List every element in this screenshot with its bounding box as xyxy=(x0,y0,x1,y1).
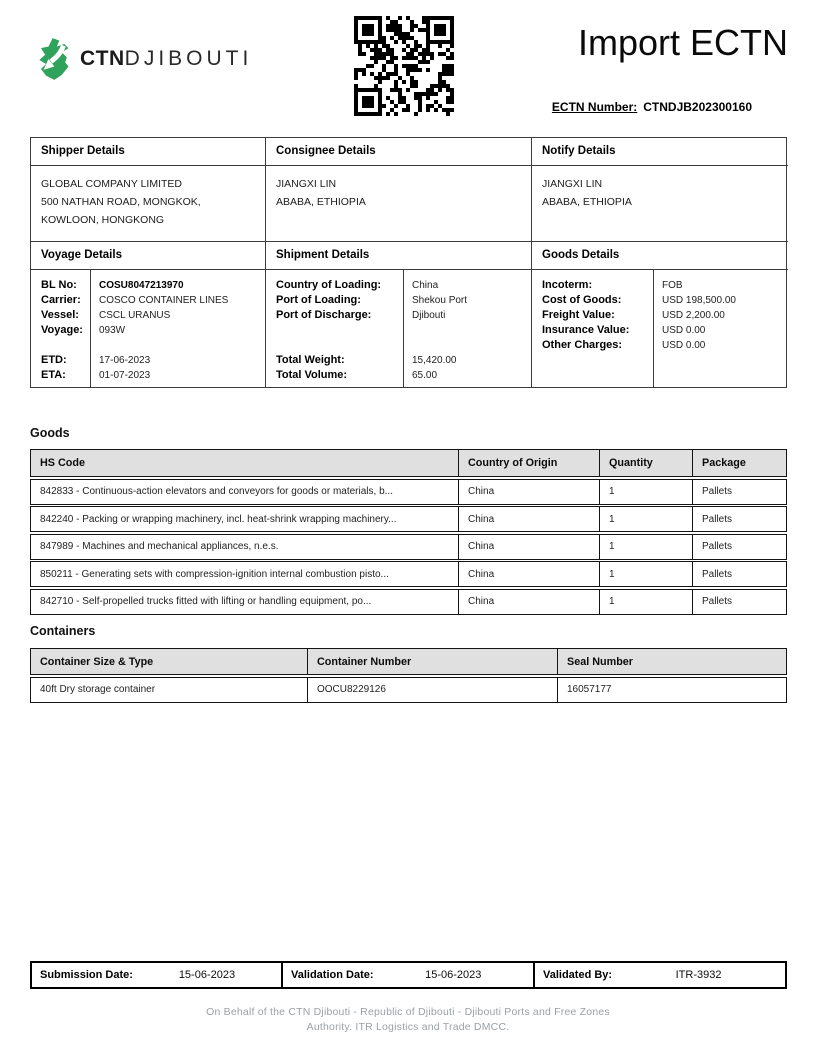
validation-date-cell xyxy=(283,963,535,987)
field-label: Incoterm: xyxy=(542,279,593,291)
footer-note xyxy=(0,1005,816,1035)
validated-by-value: ITR-3932 xyxy=(675,969,722,981)
details-table xyxy=(30,137,787,388)
field-value: Djibouti xyxy=(412,310,446,321)
field-value: USD 198,500.00 xyxy=(662,295,736,306)
quantity-cell: 1 xyxy=(600,535,693,559)
shipment-values xyxy=(404,270,531,387)
seal-number-cell: 16057177 xyxy=(567,684,612,695)
validated-by-cell xyxy=(535,963,785,987)
header-quantity: Quantity xyxy=(600,450,693,476)
goods-table-header xyxy=(30,449,787,477)
voyage-labels xyxy=(31,270,91,387)
shipper-details-title: Shipper Details xyxy=(31,138,266,166)
field-label: Country of Loading: xyxy=(276,279,382,291)
field-value xyxy=(412,323,527,338)
document-title: Import ECTN xyxy=(577,22,788,63)
address-line: GLOBAL COMPANY LIMITED xyxy=(41,178,183,190)
quantity-cell: 1 xyxy=(600,480,693,504)
ectn-number-value: CTNDJB202300160 xyxy=(643,100,752,114)
header-hs-code: HS Code xyxy=(31,450,459,476)
field-label: Cost of Goods: xyxy=(542,294,622,306)
field-label: Port of Loading: xyxy=(276,294,361,306)
quantity-cell: 1 xyxy=(600,590,693,614)
containers-table xyxy=(30,648,787,703)
footer-note-line2: Authority. ITR Logistics and Trade DMCC. xyxy=(306,1021,510,1033)
goods-details-values xyxy=(654,270,788,387)
shipper-address xyxy=(31,166,266,242)
field-label xyxy=(41,338,86,353)
field-value: 65.00 xyxy=(412,370,438,381)
field-value xyxy=(412,338,527,353)
qr-code xyxy=(354,16,454,116)
header-container-number: Container Number xyxy=(308,649,558,674)
container-size-type-cell: 40ft Dry storage container xyxy=(31,678,308,702)
validation-date-value: 15-06-2023 xyxy=(425,969,482,981)
field-label: Insurance Value: xyxy=(542,324,630,336)
container-number-cell: OOCU8229126 xyxy=(308,678,558,702)
field-value: 17-06-2023 xyxy=(99,355,151,366)
origin-cell: China xyxy=(459,507,600,531)
voyage-values xyxy=(91,270,265,387)
validation-bar xyxy=(30,961,787,989)
footer-note-line1: On Behalf of the CTN Djibouti - Republic of Djibouti - Djibouti Ports and Free Zones xyxy=(206,1006,610,1018)
submission-date-cell xyxy=(32,963,283,987)
goods-table-row xyxy=(30,589,787,615)
hs-code-cell: 842240 - Packing or wrapping machinery, incl. heat-shrink wrapping machinery... xyxy=(31,507,459,531)
header-package: Package xyxy=(702,457,746,469)
goods-table-row xyxy=(30,561,787,587)
origin-cell: China xyxy=(459,480,600,504)
field-label: Vessel: xyxy=(41,309,79,321)
voyage-details-title: Voyage Details xyxy=(31,242,266,270)
field-value: CSCL URANUS xyxy=(99,310,171,321)
field-value: USD 0.00 xyxy=(662,325,706,336)
goods-table-row xyxy=(30,506,787,532)
hs-code-cell: 847989 - Machines and mechanical appliances, n.e.s. xyxy=(31,535,459,559)
containers-table-row xyxy=(30,677,787,703)
shipment-details xyxy=(266,270,532,387)
field-value: COSCO CONTAINER LINES xyxy=(99,295,229,306)
hs-code-cell: 842710 - Self-propelled trucks fitted with lifting or handling equipment, po... xyxy=(31,590,459,614)
goods-details-title: Goods Details xyxy=(532,242,788,270)
field-value: 15,420.00 xyxy=(412,355,457,366)
djibouti-map-icon xyxy=(36,36,76,82)
shipment-details-title: Shipment Details xyxy=(266,242,532,270)
brand-text-djibouti: DJIBOUTI xyxy=(124,47,253,70)
field-label: Total Weight: xyxy=(276,354,345,366)
field-value: 01-07-2023 xyxy=(99,370,151,381)
header-country-of-origin: Country of Origin xyxy=(459,450,600,476)
field-value: China xyxy=(412,280,439,291)
field-value: 093W xyxy=(99,325,126,336)
field-value xyxy=(99,338,261,353)
shipment-labels xyxy=(266,270,404,387)
notify-details-title: Notify Details xyxy=(532,138,788,166)
validation-date-label: Validation Date: xyxy=(291,969,374,981)
goods-table xyxy=(30,449,787,615)
address-line: ABABA, ETHIOPIA xyxy=(276,196,366,208)
header-container-size-type: Container Size & Type xyxy=(31,649,308,674)
package-cell: Pallets xyxy=(702,541,733,552)
submission-date-value: 15-06-2023 xyxy=(178,969,236,981)
field-label: BL No: xyxy=(41,279,77,291)
ectn-number-label: ECTN Number: xyxy=(551,100,638,114)
goods-table-row xyxy=(30,534,787,560)
address-line: KOWLOON, HONGKONG xyxy=(41,214,165,226)
quantity-cell: 1 xyxy=(600,562,693,586)
package-cell: Pallets xyxy=(702,486,733,497)
brand-logo xyxy=(36,36,252,82)
field-label xyxy=(276,338,399,353)
containers-table-header xyxy=(30,648,787,675)
brand-text-ctn: CTN xyxy=(80,47,125,70)
origin-cell: China xyxy=(459,535,600,559)
field-value: Shekou Port xyxy=(412,295,468,306)
goods-details-labels xyxy=(532,270,654,387)
package-cell: Pallets xyxy=(702,596,733,607)
address-line: ABABA, ETHIOPIA xyxy=(542,196,632,208)
quantity-cell: 1 xyxy=(600,507,693,531)
notify-address xyxy=(532,166,788,242)
address-line: JIANGXI LIN xyxy=(276,178,337,190)
field-label: ETA: xyxy=(41,369,66,381)
field-value: USD 0.00 xyxy=(662,340,706,351)
consignee-address xyxy=(266,166,532,242)
field-label: Carrier: xyxy=(41,294,81,306)
ectn-number xyxy=(552,100,752,114)
validated-by-label: Validated By: xyxy=(543,969,613,981)
field-value: FOB xyxy=(662,280,683,291)
consignee-details-title: Consignee Details xyxy=(266,138,532,166)
goods-details xyxy=(532,270,788,387)
containers-section-title: Containers xyxy=(30,624,96,638)
field-label: Port of Discharge: xyxy=(276,309,372,321)
voyage-details xyxy=(31,270,266,387)
field-value: USD 2,200.00 xyxy=(662,310,725,321)
field-value: COSU8047213970 xyxy=(99,280,184,291)
origin-cell: China xyxy=(459,562,600,586)
package-cell: Pallets xyxy=(702,568,733,580)
field-label: Total Volume: xyxy=(276,369,348,381)
header-seal-number: Seal Number xyxy=(567,655,634,668)
package-cell: Pallets xyxy=(702,513,733,525)
submission-date-label: Submission Date: xyxy=(40,969,133,981)
field-label: ETD: xyxy=(41,354,67,366)
field-label: Freight Value: xyxy=(542,309,615,321)
field-label xyxy=(276,323,399,338)
hs-code-cell: 850211 - Generating sets with compression-ignition internal combustion pisto... xyxy=(31,562,459,586)
origin-cell: China xyxy=(459,590,600,614)
goods-section-title: Goods xyxy=(30,426,70,440)
hs-code-cell: 842833 - Continuous-action elevators and conveyors for goods or materials, b... xyxy=(31,480,459,504)
field-label: Voyage: xyxy=(41,324,83,336)
address-line: JIANGXI LIN xyxy=(542,178,603,190)
address-line: 500 NATHAN ROAD, MONGKOK, xyxy=(41,196,201,208)
field-label: Other Charges: xyxy=(542,339,623,351)
goods-table-row xyxy=(30,479,787,505)
